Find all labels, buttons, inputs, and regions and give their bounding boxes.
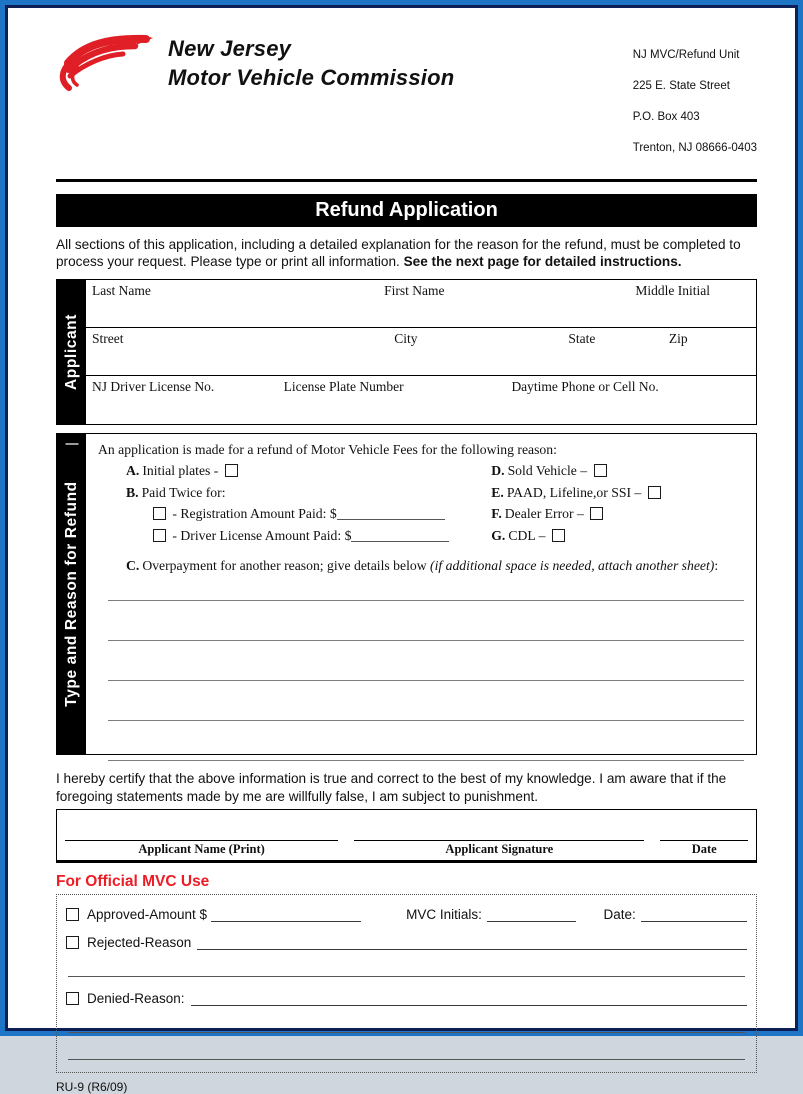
official-date-label: Date: [603, 907, 636, 923]
driver-license-label: NJ Driver License No. [92, 378, 215, 394]
reason-item-c [98, 558, 748, 574]
applicant-name-field [65, 808, 338, 859]
reason-item-d [491, 463, 748, 479]
reason-item-f [491, 506, 748, 522]
checkbox-dealer-error[interactable] [590, 507, 603, 520]
reason-b2-text: - Driver License Amount Paid: $ [172, 527, 352, 543]
denied-reason-line[interactable] [191, 992, 747, 1006]
first-name-label: First Name [384, 282, 445, 298]
approved-amount-line[interactable] [211, 908, 361, 922]
reason-c-italic: (if additional space is needed, attach another sheet) [430, 557, 715, 573]
reason-g-letter: G. [491, 527, 506, 543]
reason-item-g [491, 528, 748, 544]
reason-e-text: PAAD, Lifeline,or SSI – [506, 484, 642, 500]
official-use-heading: For Official MVC Use [56, 873, 210, 891]
last-name-label: Last Name [92, 282, 151, 298]
applicant-section-label: Applicant [62, 313, 80, 390]
reason-d-text: Sold Vehicle – [507, 463, 588, 479]
details-write-line[interactable] [108, 574, 744, 601]
registration-amount-line[interactable] [337, 508, 445, 520]
reason-e-letter: E. [491, 484, 504, 500]
instructions-main: All sections of this application, including a detailed explanation for the reason for the refund, must be completed to process your request. Please type or print all information. [56, 236, 741, 270]
address-line: NJ MVC/Refund Unit [632, 48, 740, 61]
denied-continuation-line[interactable] [68, 1059, 745, 1060]
details-write-line[interactable] [108, 601, 744, 641]
street-label: Street [92, 331, 124, 347]
form-page [5, 5, 798, 1094]
checkbox-cdl[interactable] [552, 529, 565, 542]
checkbox-registration-paid[interactable] [153, 507, 166, 520]
certification-text: I hereby certify that the above information is true and correct to the best of my knowledge. I am aware that if the foregoing statements made by me are willfully false, I am subject to punishment. [56, 770, 727, 804]
applicant-name-label: Applicant Name (Print) [138, 842, 265, 857]
agency-title-line1: New Jersey [168, 36, 292, 61]
applicant-section-bar [57, 280, 86, 424]
agency-title [168, 28, 454, 92]
reason-section-label: Type and Reason for Refund [62, 481, 80, 707]
reason-a-letter: A. [126, 463, 140, 479]
applicant-signature-line[interactable] [354, 808, 644, 841]
rejected-row [66, 935, 747, 950]
official-date-line[interactable] [641, 908, 747, 922]
reason-c-suffix: : [714, 557, 719, 573]
header [56, 28, 757, 172]
details-write-line[interactable] [108, 721, 744, 761]
reason-fields [86, 434, 756, 754]
reason-f-letter: F. [491, 506, 502, 522]
denied-continuation-line[interactable] [68, 1032, 745, 1033]
denied-row [66, 991, 747, 1006]
checkbox-sold-vehicle[interactable] [594, 464, 607, 477]
reason-b1-text: - Registration Amount Paid: $ [172, 506, 337, 522]
zip-label: Zip [668, 331, 688, 347]
applicant-row-address[interactable] [86, 327, 756, 375]
state-label: State [568, 331, 596, 347]
reason-d-letter: D. [491, 463, 505, 479]
mvc-initials-line[interactable] [487, 908, 576, 922]
reason-item-e [491, 485, 748, 501]
signature-date-line[interactable] [660, 808, 748, 841]
rejected-reason-line[interactable] [197, 936, 747, 950]
mvc-swoosh-logo-icon [56, 30, 156, 92]
city-label: City [394, 331, 418, 347]
reason-intro: An application is made for a refund of Motor Vehicle Fees for the following reason: [98, 441, 557, 457]
refund-unit-address [633, 28, 757, 172]
form-number: RU-9 (R6/09) [56, 1080, 128, 1094]
instructions-bold: See the next page for detailed instructions. [403, 254, 682, 270]
reason-b-text: Paid Twice for: [141, 484, 226, 500]
reason-item-b1 [98, 506, 491, 522]
middle-initial-label: Middle Initial [635, 282, 711, 298]
reason-f-text: Dealer Error – [504, 506, 584, 522]
address-line: 225 E. State Street [632, 79, 730, 92]
official-use-box [56, 894, 757, 1073]
applicant-signature-field [354, 808, 644, 859]
checkbox-approved[interactable] [66, 908, 79, 921]
checkbox-initial-plates[interactable] [225, 464, 238, 477]
reason-g-text: CDL – [508, 527, 546, 543]
signature-date-label: Date [691, 842, 717, 857]
checkbox-driver-license-paid[interactable] [153, 529, 166, 542]
signature-date-field [660, 808, 748, 859]
reason-c-text: Overpayment for another reason; give details below [142, 557, 431, 573]
reason-section-bar [57, 434, 86, 754]
reason-item-b [98, 485, 491, 501]
applicant-fields [86, 280, 756, 424]
reason-a-text: Initial plates - [142, 463, 219, 479]
address-line: P.O. Box 403 [632, 110, 700, 123]
form-title-banner: Refund Application [56, 194, 757, 227]
plate-number-label: License Plate Number [283, 378, 404, 394]
applicant-row-name[interactable] [86, 280, 756, 328]
mvc-initials-label: MVC Initials: [406, 907, 482, 923]
approved-row [66, 907, 747, 922]
instructions-text [56, 236, 757, 271]
rejected-continuation-line[interactable] [68, 976, 745, 977]
section-top-dash [65, 443, 78, 445]
agency-title-line2: Motor Vehicle Commission [168, 65, 455, 91]
approved-label: Approved-Amount $ [87, 907, 208, 923]
phone-label: Daytime Phone or Cell No. [511, 378, 659, 394]
reason-section [56, 433, 757, 755]
address-line: Trenton, NJ 08666-0403 [632, 141, 757, 154]
denied-label: Denied-Reason: [87, 991, 185, 1007]
applicant-section [56, 279, 757, 425]
details-write-line[interactable] [108, 641, 744, 681]
reason-c-letter: C. [126, 557, 140, 573]
signature-box [56, 809, 757, 863]
header-divider [56, 179, 757, 182]
checkbox-paad-lifeline-ssi[interactable] [648, 486, 661, 499]
applicant-signature-label: Applicant Signature [445, 842, 554, 857]
rejected-label: Rejected-Reason [87, 935, 192, 951]
driver-license-amount-line[interactable] [351, 530, 449, 542]
applicant-row-ids[interactable] [86, 375, 756, 423]
reason-item-a [98, 463, 491, 479]
checkbox-denied[interactable] [66, 992, 79, 1005]
reason-item-b2 [98, 528, 491, 544]
details-write-line[interactable] [108, 681, 744, 721]
reason-b-letter: B. [126, 484, 139, 500]
applicant-name-line[interactable] [65, 808, 338, 841]
checkbox-rejected[interactable] [66, 936, 79, 949]
